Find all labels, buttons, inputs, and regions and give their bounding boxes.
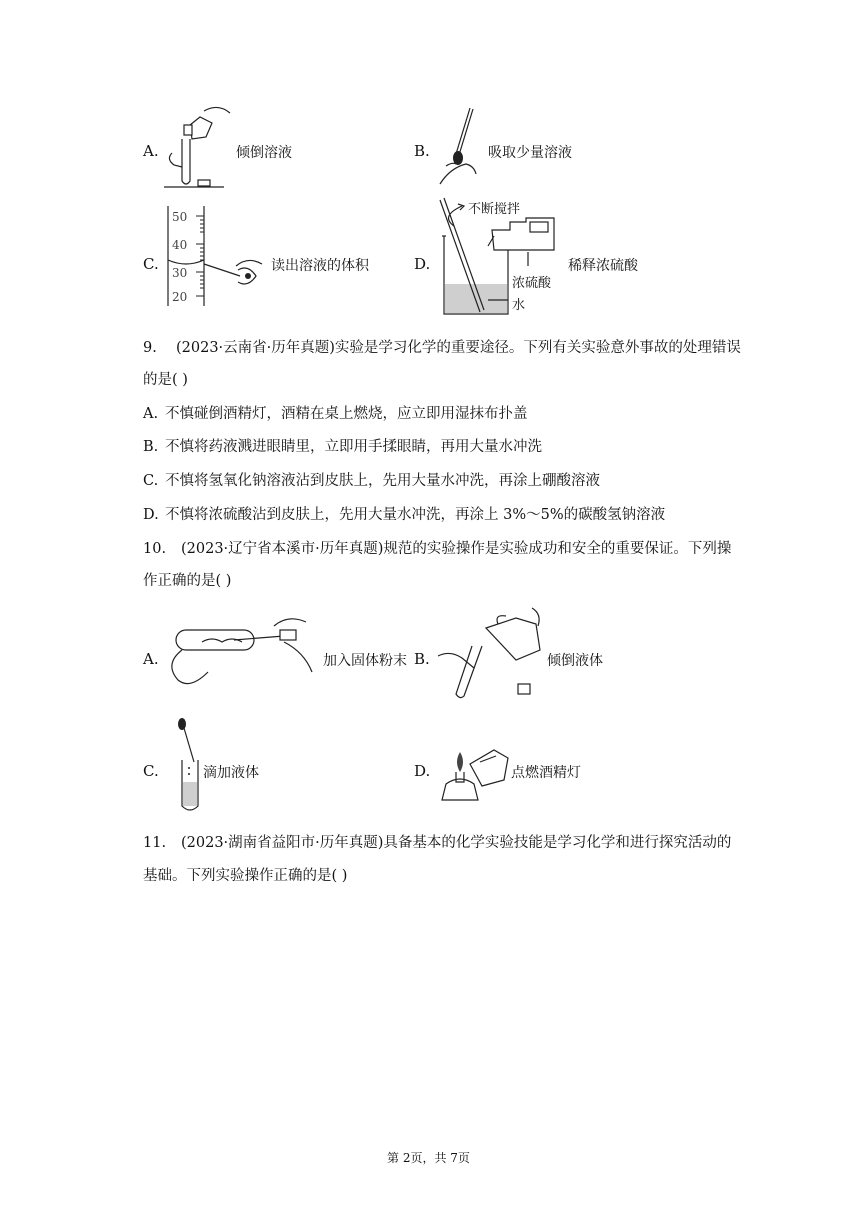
option-letter: D.: [414, 255, 431, 273]
light-alcohol-lamp-icon: [436, 742, 512, 804]
option-text: 不慎将药液溅进眼睛里，立即用手揉眼睛，再用大量水冲洗: [165, 439, 542, 455]
question-number: 10.: [143, 541, 167, 557]
cylinder-tick-40: 40: [172, 238, 188, 252]
question-stem-line1: (2023·辽宁省本溪市·历年真题)规范的实验操作是实验成功和安全的重要保证。下列操: [181, 541, 732, 557]
option-letter: C.: [143, 762, 159, 780]
option-caption: 吸取少量溶液: [488, 145, 572, 161]
option-letter: D.: [143, 507, 159, 523]
question-stem-line2: 基础。下列实验操作正确的是( ): [143, 868, 348, 884]
acid-label: 浓硫酸: [512, 276, 552, 291]
option-text: 不慎碰倒酒精灯，酒精在桌上燃烧，应立即用湿抹布扑盖: [165, 406, 528, 422]
option-letter: B.: [414, 142, 430, 160]
page-footer: 第 2页，共 7页: [387, 1151, 470, 1165]
option-letter: B.: [143, 439, 159, 455]
option-text: 不慎将氢氧化钠溶液沾到皮肤上，先用大量水冲洗，再涂上硼酸溶液: [165, 473, 600, 489]
option-caption: 滴加液体: [203, 765, 259, 781]
cylinder-tick-20: 20: [172, 290, 188, 304]
option-letter: C.: [143, 473, 159, 489]
option-caption: 倾倒溶液: [236, 145, 292, 161]
pour-liquid-icon: [436, 606, 548, 700]
option-letter: A.: [143, 650, 159, 668]
option-letter: B.: [414, 650, 430, 668]
water-label: 水: [512, 298, 526, 313]
option-letter: A.: [143, 142, 159, 160]
test-tube-pouring-icon: [160, 103, 230, 189]
question-stem-line1: (2023·云南省·历年真题)实验是学习化学的重要途径。下列有关实验意外事故的处理错误: [176, 340, 741, 356]
stir-label: 不断搅拌: [468, 202, 521, 217]
question-stem-line1: (2023·湖南省益阳市·历年真题)具备基本的化学实验技能是学习化学和进行探究活动的: [181, 835, 732, 851]
question-number: 11.: [143, 835, 167, 851]
cylinder-tick-50: 50: [172, 210, 188, 224]
option-caption: 加入固体粉末: [323, 653, 407, 669]
question-stem-line2: 作正确的是( ): [143, 573, 232, 589]
add-powder-icon: [164, 612, 320, 692]
question-number: 9.: [143, 340, 157, 356]
cylinder-tick-30: 30: [172, 266, 188, 280]
option-caption: 稀释浓硫酸: [568, 258, 638, 274]
option-caption: 读出溶液的体积: [271, 258, 369, 274]
option-letter: C.: [143, 255, 159, 273]
option-text: 不慎将浓硫酸沾到皮肤上，先用大量水冲洗，再涂上 3%～5%的碳酸氢钠溶液: [165, 507, 666, 523]
option-letter: A.: [143, 406, 159, 422]
option-caption: 倾倒液体: [547, 653, 603, 669]
question-stem-line2: 的是( ): [143, 372, 188, 388]
dropper-suction-icon: [436, 106, 486, 188]
option-letter: D.: [414, 762, 431, 780]
option-caption: 点燃酒精灯: [511, 765, 581, 781]
